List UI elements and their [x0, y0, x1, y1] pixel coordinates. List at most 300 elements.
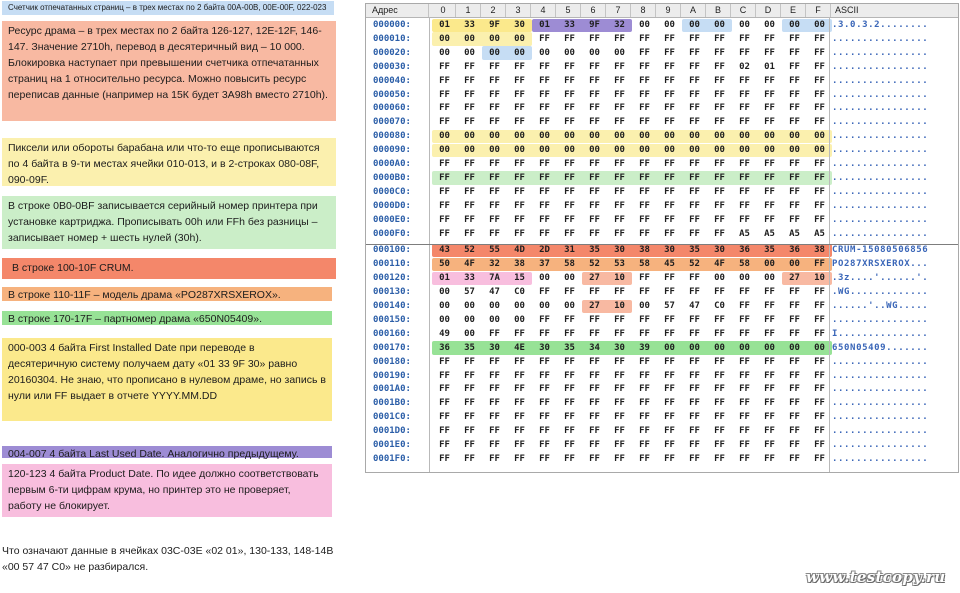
hex-byte-cell[interactable]: FF — [764, 33, 775, 44]
hex-byte-cell[interactable]: 00 — [464, 301, 475, 311]
hex-byte-cell[interactable]: 00 — [489, 131, 500, 142]
hex-byte-cell[interactable]: FF — [814, 384, 825, 395]
hex-byte-cell[interactable]: FF — [439, 89, 450, 100]
byte-column-header[interactable]: 5 — [556, 4, 581, 17]
hex-byte-cell[interactable]: FF — [714, 328, 725, 339]
hex-byte-cell[interactable]: FF — [664, 440, 675, 450]
hex-byte-cell[interactable]: FF — [664, 453, 675, 464]
hex-byte-cell[interactable]: 36 — [439, 342, 450, 353]
hex-byte-cell[interactable]: 00 — [814, 342, 825, 353]
hex-byte-cell[interactable]: FF — [714, 159, 725, 169]
hex-byte-cell[interactable]: 00 — [514, 47, 525, 58]
hex-byte-cell[interactable]: 30 — [714, 245, 725, 256]
hex-byte-cell[interactable]: FF — [539, 103, 550, 114]
hex-byte-cell[interactable]: FF — [639, 61, 650, 72]
hex-byte-cell[interactable]: 00 — [689, 131, 700, 142]
hex-byte-cell[interactable]: FF — [614, 384, 625, 395]
hex-byte-cell[interactable]: FF — [514, 440, 525, 450]
hex-byte-cell[interactable]: FF — [439, 172, 450, 183]
hex-byte-cell[interactable]: FF — [689, 370, 700, 381]
hex-byte-cell[interactable]: 27 — [589, 301, 600, 311]
hex-byte-cell[interactable]: FF — [464, 370, 475, 381]
hex-byte-cell[interactable]: 00 — [539, 47, 550, 58]
hex-byte-cell[interactable]: FF — [614, 453, 625, 464]
hex-byte-cell[interactable]: FF — [639, 103, 650, 114]
hex-byte-cell[interactable]: 30 — [614, 245, 625, 256]
hex-byte-cell[interactable]: 38 — [514, 259, 525, 270]
hex-byte-cell[interactable]: FF — [439, 159, 450, 169]
hex-byte-cell[interactable]: 39 — [639, 342, 650, 353]
byte-column-header[interactable]: 6 — [581, 4, 606, 17]
hex-byte-cell[interactable]: FF — [639, 440, 650, 450]
hex-byte-cell[interactable]: FF — [639, 200, 650, 211]
hex-byte-cell[interactable]: 10 — [814, 273, 825, 284]
hex-byte-cell[interactable]: FF — [664, 75, 675, 86]
hex-byte-cell[interactable]: FF — [489, 200, 500, 211]
ascii-cell[interactable]: ................ — [832, 228, 929, 239]
hex-byte-cell[interactable]: FF — [789, 356, 800, 367]
hex-byte-cell[interactable]: FF — [789, 214, 800, 225]
hex-byte-cell[interactable]: FF — [564, 384, 575, 395]
hex-byte-cell[interactable]: FF — [589, 117, 600, 128]
hex-byte-cell[interactable]: FF — [739, 287, 750, 298]
hex-byte-cell[interactable]: FF — [639, 398, 650, 409]
hex-byte-cell[interactable]: 45 — [664, 259, 675, 270]
hex-byte-cell[interactable]: FF — [664, 186, 675, 197]
hex-byte-cell[interactable]: FF — [564, 314, 575, 325]
hex-byte-cell[interactable]: 00 — [539, 131, 550, 142]
hex-byte-cell[interactable]: FF — [539, 440, 550, 450]
hex-byte-cell[interactable]: 30 — [514, 20, 525, 30]
hex-byte-cell[interactable]: FF — [664, 89, 675, 100]
ascii-cell[interactable]: ................ — [832, 75, 929, 86]
hex-byte-cell[interactable]: 00 — [739, 131, 750, 142]
hex-byte-cell[interactable]: 53 — [614, 259, 625, 270]
hex-byte-cell[interactable]: 58 — [639, 259, 650, 270]
hex-byte-cell[interactable]: FF — [789, 117, 800, 128]
hex-byte-cell[interactable]: FF — [714, 426, 725, 437]
hex-byte-cell[interactable]: FF — [489, 186, 500, 197]
hex-byte-cell[interactable]: FF — [814, 89, 825, 100]
hex-byte-cell[interactable]: FF — [664, 61, 675, 72]
hex-byte-cell[interactable]: 00 — [639, 131, 650, 142]
hex-byte-cell[interactable]: FF — [514, 200, 525, 211]
hex-byte-cell[interactable]: FF — [489, 214, 500, 225]
hex-byte-cell[interactable]: FF — [764, 314, 775, 325]
hex-byte-cell[interactable]: FF — [614, 356, 625, 367]
hex-byte-cell[interactable]: FF — [489, 89, 500, 100]
hex-byte-cell[interactable]: 00 — [489, 145, 500, 156]
hex-byte-cell[interactable]: FF — [689, 89, 700, 100]
hex-byte-cell[interactable]: FF — [639, 287, 650, 298]
hex-byte-cell[interactable]: FF — [639, 426, 650, 437]
hex-byte-cell[interactable]: FF — [614, 186, 625, 197]
hex-byte-cell[interactable]: FF — [539, 186, 550, 197]
hex-byte-cell[interactable]: FF — [814, 426, 825, 437]
hex-byte-cell[interactable]: FF — [714, 440, 725, 450]
hex-byte-cell[interactable]: 00 — [764, 20, 775, 30]
hex-byte-cell[interactable]: FF — [564, 453, 575, 464]
hex-byte-cell[interactable]: FF — [789, 328, 800, 339]
hex-byte-cell[interactable]: 27 — [789, 273, 800, 284]
byte-column-header[interactable]: D — [756, 4, 781, 17]
hex-byte-cell[interactable]: FF — [764, 384, 775, 395]
hex-byte-cell[interactable]: 00 — [639, 20, 650, 30]
hex-byte-cell[interactable]: 7A — [489, 273, 500, 284]
hex-byte-cell[interactable]: FF — [764, 159, 775, 169]
hex-byte-cell[interactable]: FF — [639, 117, 650, 128]
hex-byte-cell[interactable]: 36 — [789, 245, 800, 256]
hex-byte-cell[interactable]: FF — [489, 440, 500, 450]
hex-byte-cell[interactable]: FF — [764, 426, 775, 437]
hex-byte-cell[interactable]: 00 — [714, 342, 725, 353]
hex-byte-cell[interactable]: FF — [814, 287, 825, 298]
hex-byte-cell[interactable]: FF — [814, 328, 825, 339]
hex-byte-cell[interactable]: FF — [789, 61, 800, 72]
hex-byte-cell[interactable]: FF — [689, 159, 700, 169]
hex-byte-cell[interactable]: 52 — [589, 259, 600, 270]
hex-byte-cell[interactable]: FF — [639, 89, 650, 100]
hex-byte-cell[interactable]: FF — [489, 172, 500, 183]
hex-byte-cell[interactable]: FF — [639, 47, 650, 58]
hex-byte-cell[interactable]: FF — [464, 412, 475, 423]
hex-byte-cell[interactable]: 00 — [714, 131, 725, 142]
hex-byte-cell[interactable]: FF — [539, 172, 550, 183]
hex-byte-cell[interactable]: 01 — [439, 20, 450, 30]
hex-byte-cell[interactable]: FF — [764, 47, 775, 58]
hex-byte-cell[interactable]: FF — [464, 200, 475, 211]
hex-byte-cell[interactable]: FF — [589, 33, 600, 44]
hex-byte-cell[interactable]: 2D — [539, 245, 550, 256]
byte-column-header[interactable]: 0 — [431, 4, 456, 17]
hex-byte-cell[interactable]: FF — [514, 89, 525, 100]
hex-byte-cell[interactable]: FF — [489, 228, 500, 239]
hex-byte-cell[interactable]: 00 — [564, 145, 575, 156]
hex-byte-cell[interactable]: FF — [714, 47, 725, 58]
hex-byte-cell[interactable]: FF — [664, 159, 675, 169]
hex-byte-cell[interactable]: 38 — [639, 245, 650, 256]
hex-byte-cell[interactable]: 38 — [814, 245, 825, 256]
ascii-cell[interactable]: ................ — [832, 103, 929, 114]
hex-byte-cell[interactable]: 33 — [564, 20, 575, 30]
hex-byte-cell[interactable]: 00 — [664, 342, 675, 353]
hex-byte-cell[interactable]: FF — [789, 200, 800, 211]
hex-byte-cell[interactable]: FF — [564, 398, 575, 409]
hex-byte-cell[interactable]: 00 — [789, 20, 800, 30]
hex-byte-cell[interactable]: FF — [714, 186, 725, 197]
hex-byte-cell[interactable]: FF — [689, 33, 700, 44]
hex-byte-cell[interactable]: FF — [789, 440, 800, 450]
hex-byte-cell[interactable]: FF — [514, 159, 525, 169]
hex-byte-cell[interactable]: FF — [639, 214, 650, 225]
hex-byte-cell[interactable]: FF — [664, 273, 675, 284]
hex-byte-cell[interactable]: C0 — [514, 287, 525, 298]
hex-byte-cell[interactable]: 01 — [439, 273, 450, 284]
hex-byte-cell[interactable]: 30 — [539, 342, 550, 353]
hex-byte-cell[interactable]: FF — [814, 370, 825, 381]
hex-byte-cell[interactable]: FF — [464, 228, 475, 239]
hex-byte-cell[interactable]: FF — [464, 186, 475, 197]
hex-byte-cell[interactable]: FF — [564, 103, 575, 114]
hex-byte-cell[interactable]: FF — [689, 214, 700, 225]
byte-column-header[interactable]: 7 — [606, 4, 631, 17]
hex-byte-cell[interactable]: FF — [439, 453, 450, 464]
hex-byte-cell[interactable]: FF — [564, 328, 575, 339]
hex-byte-cell[interactable]: FF — [764, 440, 775, 450]
hex-byte-cell[interactable]: FF — [789, 384, 800, 395]
hex-byte-cell[interactable]: 34 — [589, 342, 600, 353]
hex-byte-cell[interactable]: FF — [639, 314, 650, 325]
ascii-cell[interactable]: ................ — [832, 186, 929, 197]
hex-byte-cell[interactable]: 00 — [439, 314, 450, 325]
hex-byte-cell[interactable]: 00 — [739, 273, 750, 284]
hex-byte-cell[interactable]: FF — [814, 103, 825, 114]
hex-byte-cell[interactable]: FF — [689, 314, 700, 325]
hex-byte-cell[interactable]: FF — [814, 200, 825, 211]
hex-byte-cell[interactable]: FF — [639, 328, 650, 339]
hex-byte-cell[interactable]: 00 — [439, 287, 450, 298]
hex-byte-cell[interactable]: FF — [614, 75, 625, 86]
hex-byte-cell[interactable]: FF — [689, 440, 700, 450]
hex-byte-cell[interactable]: FF — [464, 117, 475, 128]
hex-byte-cell[interactable]: FF — [514, 61, 525, 72]
hex-byte-cell[interactable]: FF — [739, 453, 750, 464]
hex-byte-cell[interactable]: 10 — [614, 273, 625, 284]
hex-byte-cell[interactable]: 00 — [489, 314, 500, 325]
ascii-cell[interactable]: ................ — [832, 314, 929, 325]
hex-byte-cell[interactable]: 00 — [739, 145, 750, 156]
hex-byte-cell[interactable]: FF — [689, 228, 700, 239]
hex-byte-cell[interactable]: FF — [489, 159, 500, 169]
byte-column-header[interactable]: 1 — [456, 4, 481, 17]
hex-byte-cell[interactable]: FF — [539, 328, 550, 339]
hex-byte-cell[interactable]: FF — [564, 75, 575, 86]
ascii-cell[interactable]: I............... — [832, 328, 929, 339]
hex-byte-cell[interactable]: 00 — [589, 47, 600, 58]
hex-byte-cell[interactable]: FF — [639, 412, 650, 423]
ascii-cell[interactable]: ................ — [832, 89, 929, 100]
hex-byte-cell[interactable]: FF — [514, 384, 525, 395]
hex-byte-cell[interactable]: FF — [814, 61, 825, 72]
hex-byte-cell[interactable]: FF — [614, 117, 625, 128]
ascii-cell[interactable]: ................ — [832, 370, 929, 381]
hex-byte-cell[interactable]: FF — [739, 159, 750, 169]
hex-byte-cell[interactable]: 00 — [439, 301, 450, 311]
hex-byte-cell[interactable]: FF — [539, 89, 550, 100]
hex-byte-cell[interactable]: FF — [814, 314, 825, 325]
hex-byte-cell[interactable]: 00 — [539, 301, 550, 311]
hex-byte-cell[interactable]: FF — [489, 384, 500, 395]
hex-byte-cell[interactable]: FF — [464, 426, 475, 437]
hex-byte-cell[interactable]: FF — [439, 384, 450, 395]
ascii-cell[interactable]: ................ — [832, 200, 929, 211]
ascii-cell[interactable]: ................ — [832, 145, 929, 156]
hex-byte-cell[interactable]: 00 — [689, 145, 700, 156]
hex-byte-cell[interactable]: FF — [814, 214, 825, 225]
hex-byte-cell[interactable]: 35 — [464, 342, 475, 353]
hex-byte-cell[interactable]: 00 — [439, 131, 450, 142]
hex-byte-cell[interactable]: FF — [814, 301, 825, 311]
hex-byte-cell[interactable]: FF — [714, 453, 725, 464]
hex-byte-cell[interactable]: FF — [614, 61, 625, 72]
hex-byte-cell[interactable]: FF — [464, 61, 475, 72]
hex-byte-cell[interactable]: FF — [514, 412, 525, 423]
hex-byte-cell[interactable]: 33 — [464, 20, 475, 30]
hex-byte-cell[interactable]: FF — [564, 200, 575, 211]
ascii-cell[interactable]: ................ — [832, 47, 929, 58]
hex-byte-cell[interactable]: 00 — [764, 145, 775, 156]
hex-byte-cell[interactable]: FF — [789, 314, 800, 325]
hex-byte-cell[interactable]: FF — [789, 453, 800, 464]
hex-byte-cell[interactable]: 9F — [589, 20, 600, 30]
hex-byte-cell[interactable]: FF — [789, 398, 800, 409]
hex-byte-cell[interactable]: 00 — [464, 33, 475, 44]
hex-byte-cell[interactable]: 00 — [539, 273, 550, 284]
byte-column-header[interactable]: F — [806, 4, 831, 17]
hex-byte-cell[interactable]: 00 — [514, 131, 525, 142]
hex-byte-cell[interactable]: FF — [539, 453, 550, 464]
hex-byte-cell[interactable]: FF — [714, 75, 725, 86]
hex-byte-cell[interactable]: FF — [814, 440, 825, 450]
hex-byte-cell[interactable]: FF — [464, 398, 475, 409]
hex-byte-cell[interactable]: FF — [514, 398, 525, 409]
hex-byte-cell[interactable]: FF — [664, 287, 675, 298]
hex-byte-cell[interactable]: FF — [789, 159, 800, 169]
hex-byte-cell[interactable]: FF — [514, 103, 525, 114]
byte-column-header[interactable]: 3 — [506, 4, 531, 17]
hex-byte-cell[interactable]: FF — [589, 214, 600, 225]
hex-byte-cell[interactable]: FF — [739, 426, 750, 437]
hex-byte-cell[interactable]: FF — [789, 370, 800, 381]
hex-byte-cell[interactable]: FF — [639, 228, 650, 239]
hex-byte-cell[interactable]: FF — [539, 117, 550, 128]
ascii-cell[interactable]: 650N05409....... — [832, 342, 929, 353]
hex-byte-cell[interactable]: FF — [789, 47, 800, 58]
hex-byte-cell[interactable]: 50 — [439, 259, 450, 270]
hex-byte-cell[interactable]: FF — [614, 287, 625, 298]
hex-byte-cell[interactable]: 00 — [614, 131, 625, 142]
hex-byte-cell[interactable]: 00 — [714, 273, 725, 284]
hex-byte-cell[interactable]: 30 — [664, 245, 675, 256]
ascii-cell[interactable]: .3.0.3.2........ — [832, 20, 929, 30]
hex-byte-cell[interactable]: FF — [514, 75, 525, 86]
hex-byte-cell[interactable]: 30 — [489, 342, 500, 353]
hex-byte-cell[interactable]: FF — [764, 117, 775, 128]
hex-byte-cell[interactable]: FF — [639, 453, 650, 464]
hex-byte-cell[interactable]: FF — [764, 412, 775, 423]
hex-byte-cell[interactable]: FF — [614, 314, 625, 325]
ascii-cell[interactable]: ................ — [832, 426, 929, 437]
hex-byte-cell[interactable]: FF — [564, 186, 575, 197]
hex-byte-cell[interactable]: FF — [639, 273, 650, 284]
byte-column-header[interactable]: C — [731, 4, 756, 17]
hex-byte-cell[interactable]: FF — [739, 33, 750, 44]
hex-byte-cell[interactable]: 00 — [764, 342, 775, 353]
hex-byte-cell[interactable]: FF — [664, 412, 675, 423]
hex-byte-cell[interactable]: 00 — [564, 47, 575, 58]
hex-byte-cell[interactable]: FF — [589, 453, 600, 464]
hex-byte-cell[interactable]: FF — [589, 228, 600, 239]
hex-byte-cell[interactable]: FF — [539, 384, 550, 395]
hex-byte-cell[interactable]: 00 — [814, 145, 825, 156]
hex-byte-cell[interactable]: FF — [464, 214, 475, 225]
hex-byte-cell[interactable]: FF — [514, 453, 525, 464]
hex-byte-cell[interactable]: 00 — [489, 33, 500, 44]
hex-byte-cell[interactable]: FF — [564, 356, 575, 367]
hex-byte-cell[interactable]: 00 — [514, 33, 525, 44]
ascii-cell[interactable]: ................ — [832, 33, 929, 44]
hex-byte-cell[interactable]: 35 — [589, 245, 600, 256]
hex-byte-cell[interactable]: FF — [439, 61, 450, 72]
hex-byte-cell[interactable]: FF — [739, 103, 750, 114]
byte-column-header[interactable]: 4 — [531, 4, 556, 17]
hex-byte-cell[interactable]: FF — [564, 214, 575, 225]
hex-byte-cell[interactable]: 00 — [514, 314, 525, 325]
hex-byte-cell[interactable]: FF — [714, 384, 725, 395]
hex-byte-cell[interactable]: FF — [539, 159, 550, 169]
hex-byte-cell[interactable]: FF — [764, 398, 775, 409]
ascii-cell[interactable]: ................ — [832, 131, 929, 142]
hex-byte-cell[interactable]: FF — [489, 328, 500, 339]
hex-byte-cell[interactable]: FF — [439, 103, 450, 114]
hex-byte-cell[interactable]: FF — [564, 89, 575, 100]
hex-byte-cell[interactable]: FF — [714, 89, 725, 100]
hex-byte-cell[interactable]: 00 — [439, 47, 450, 58]
hex-byte-cell[interactable]: FF — [589, 159, 600, 169]
hex-byte-cell[interactable]: FF — [639, 172, 650, 183]
hex-byte-cell[interactable]: FF — [764, 453, 775, 464]
hex-byte-cell[interactable]: 00 — [464, 131, 475, 142]
hex-byte-cell[interactable]: FF — [464, 89, 475, 100]
hex-byte-cell[interactable]: FF — [814, 186, 825, 197]
hex-byte-cell[interactable]: 32 — [489, 259, 500, 270]
hex-byte-cell[interactable]: 00 — [614, 145, 625, 156]
hex-byte-cell[interactable]: 00 — [464, 328, 475, 339]
hex-byte-cell[interactable]: FF — [714, 103, 725, 114]
hex-byte-cell[interactable]: FF — [614, 412, 625, 423]
hex-byte-cell[interactable]: FF — [514, 214, 525, 225]
hex-byte-cell[interactable]: 00 — [464, 145, 475, 156]
hex-byte-cell[interactable]: FF — [564, 159, 575, 169]
hex-byte-cell[interactable]: 35 — [689, 245, 700, 256]
hex-byte-cell[interactable]: FF — [539, 370, 550, 381]
hex-byte-cell[interactable]: FF — [614, 159, 625, 169]
hex-byte-cell[interactable]: FF — [714, 214, 725, 225]
hex-byte-cell[interactable]: 10 — [614, 301, 625, 311]
hex-byte-cell[interactable]: FF — [564, 33, 575, 44]
hex-byte-cell[interactable]: A5 — [739, 228, 750, 239]
hex-byte-cell[interactable]: FF — [589, 287, 600, 298]
hex-byte-cell[interactable]: 4D — [514, 245, 525, 256]
hex-byte-cell[interactable]: FF — [539, 228, 550, 239]
hex-byte-cell[interactable]: FF — [489, 453, 500, 464]
hex-byte-cell[interactable]: FF — [664, 370, 675, 381]
hex-byte-cell[interactable]: 00 — [689, 20, 700, 30]
hex-byte-cell[interactable]: FF — [764, 214, 775, 225]
hex-byte-cell[interactable]: FF — [564, 426, 575, 437]
hex-byte-cell[interactable]: FF — [664, 172, 675, 183]
hex-byte-cell[interactable]: 00 — [589, 145, 600, 156]
hex-byte-cell[interactable]: FF — [614, 33, 625, 44]
hex-byte-cell[interactable]: FF — [589, 440, 600, 450]
hex-byte-cell[interactable]: 00 — [664, 131, 675, 142]
hex-byte-cell[interactable]: 00 — [564, 273, 575, 284]
hex-byte-cell[interactable]: FF — [689, 75, 700, 86]
hex-byte-cell[interactable]: FF — [589, 370, 600, 381]
hex-byte-cell[interactable]: 00 — [539, 145, 550, 156]
hex-byte-cell[interactable]: FF — [564, 287, 575, 298]
ascii-cell[interactable]: ................ — [832, 356, 929, 367]
